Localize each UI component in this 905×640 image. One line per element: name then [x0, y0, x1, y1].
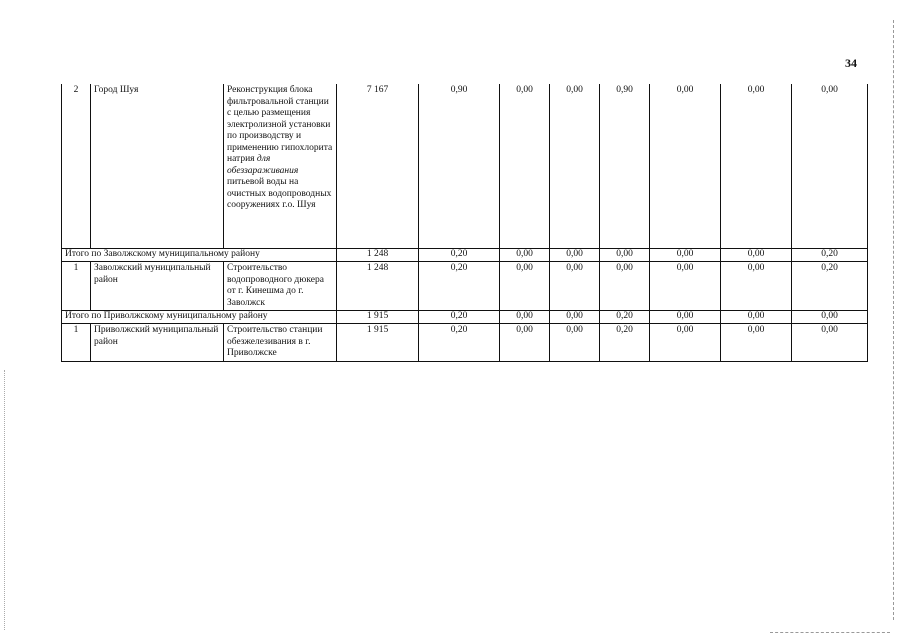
scan-edge-right	[893, 20, 895, 620]
value-cell: 0,00	[721, 262, 792, 311]
value-cell: 0,00	[550, 262, 600, 311]
value-cell: 0,20	[600, 311, 650, 324]
district-cell: Приволжский муниципальный район	[91, 324, 224, 362]
table-row	[62, 84, 868, 249]
capacity-cell: 1 248	[337, 249, 419, 262]
value-cell: 0,00	[792, 84, 868, 249]
value-cell: 0,20	[419, 324, 500, 362]
capacity-cell: 1 915	[337, 311, 419, 324]
value-cell: 0,00	[721, 249, 792, 262]
value-cell: 0,20	[419, 262, 500, 311]
row-number: 1	[62, 262, 91, 311]
value-cell: 0,00	[500, 249, 550, 262]
value-cell: 0,00	[650, 249, 721, 262]
value-cell: 0,00	[650, 84, 721, 249]
page-number: 34	[845, 56, 857, 70]
value-cell: 0,90	[600, 84, 650, 249]
capacity-cell: 1 915	[337, 324, 419, 362]
project-cell	[224, 84, 337, 249]
value-cell: 0,20	[600, 324, 650, 362]
capacity-cell: 7 167	[337, 84, 419, 249]
value-cell: 0,20	[419, 311, 500, 324]
project-cell: Строительство станции обезжелезивания в г. Приволжске	[224, 324, 337, 362]
row-number: 2	[62, 84, 91, 249]
value-cell: 0,00	[550, 249, 600, 262]
project-text-tail: питьевой воды на очистных водопроводных сооружениях г.о. Шуя	[227, 177, 332, 210]
value-cell: 0,00	[650, 262, 721, 311]
value-cell: 0,00	[721, 84, 792, 249]
value-cell: 0,00	[500, 324, 550, 362]
total-row	[62, 311, 868, 324]
table-row	[62, 262, 868, 311]
value-cell: 0,00	[550, 84, 600, 249]
table-row	[62, 324, 868, 362]
value-cell: 0,00	[792, 324, 868, 362]
project-cell: Строительство водопроводного дюкера от г. Кинешма до г. Заволжск	[224, 262, 337, 311]
value-cell: 0,00	[650, 311, 721, 324]
scan-edge-bottom	[770, 632, 890, 634]
value-cell: 0,20	[792, 262, 868, 311]
total-label: Итого по Заволжскому муниципальному району	[62, 249, 337, 262]
value-cell: 0,00	[550, 311, 600, 324]
value-cell: 0,00	[550, 324, 600, 362]
data-table	[61, 84, 868, 362]
district-cell: Заволжский муниципальный район	[91, 262, 224, 311]
value-cell: 0,00	[500, 262, 550, 311]
value-cell: 0,00	[792, 311, 868, 324]
value-cell: 0,00	[500, 84, 550, 249]
project-text: Реконструкция блока фильтровальной станции с целью размещения электролизной установки по производству и применению гипохлорита натрия	[227, 85, 333, 164]
value-cell: 0,20	[419, 249, 500, 262]
project-text-italic: для обеззараживания	[227, 154, 299, 176]
value-cell: 0,00	[600, 249, 650, 262]
total-label: Итого по Приволжскому муниципальному району	[62, 311, 337, 324]
row-number: 1	[62, 324, 91, 362]
value-cell: 0,00	[721, 324, 792, 362]
value-cell: 0,00	[500, 311, 550, 324]
value-cell: 0,90	[419, 84, 500, 249]
district-cell: Город Шуя	[91, 84, 224, 249]
total-row	[62, 249, 868, 262]
value-cell: 0,00	[721, 311, 792, 324]
capacity-cell: 1 248	[337, 262, 419, 311]
value-cell: 0,00	[600, 262, 650, 311]
scan-edge-left	[4, 370, 6, 630]
value-cell: 0,00	[650, 324, 721, 362]
value-cell: 0,20	[792, 249, 868, 262]
